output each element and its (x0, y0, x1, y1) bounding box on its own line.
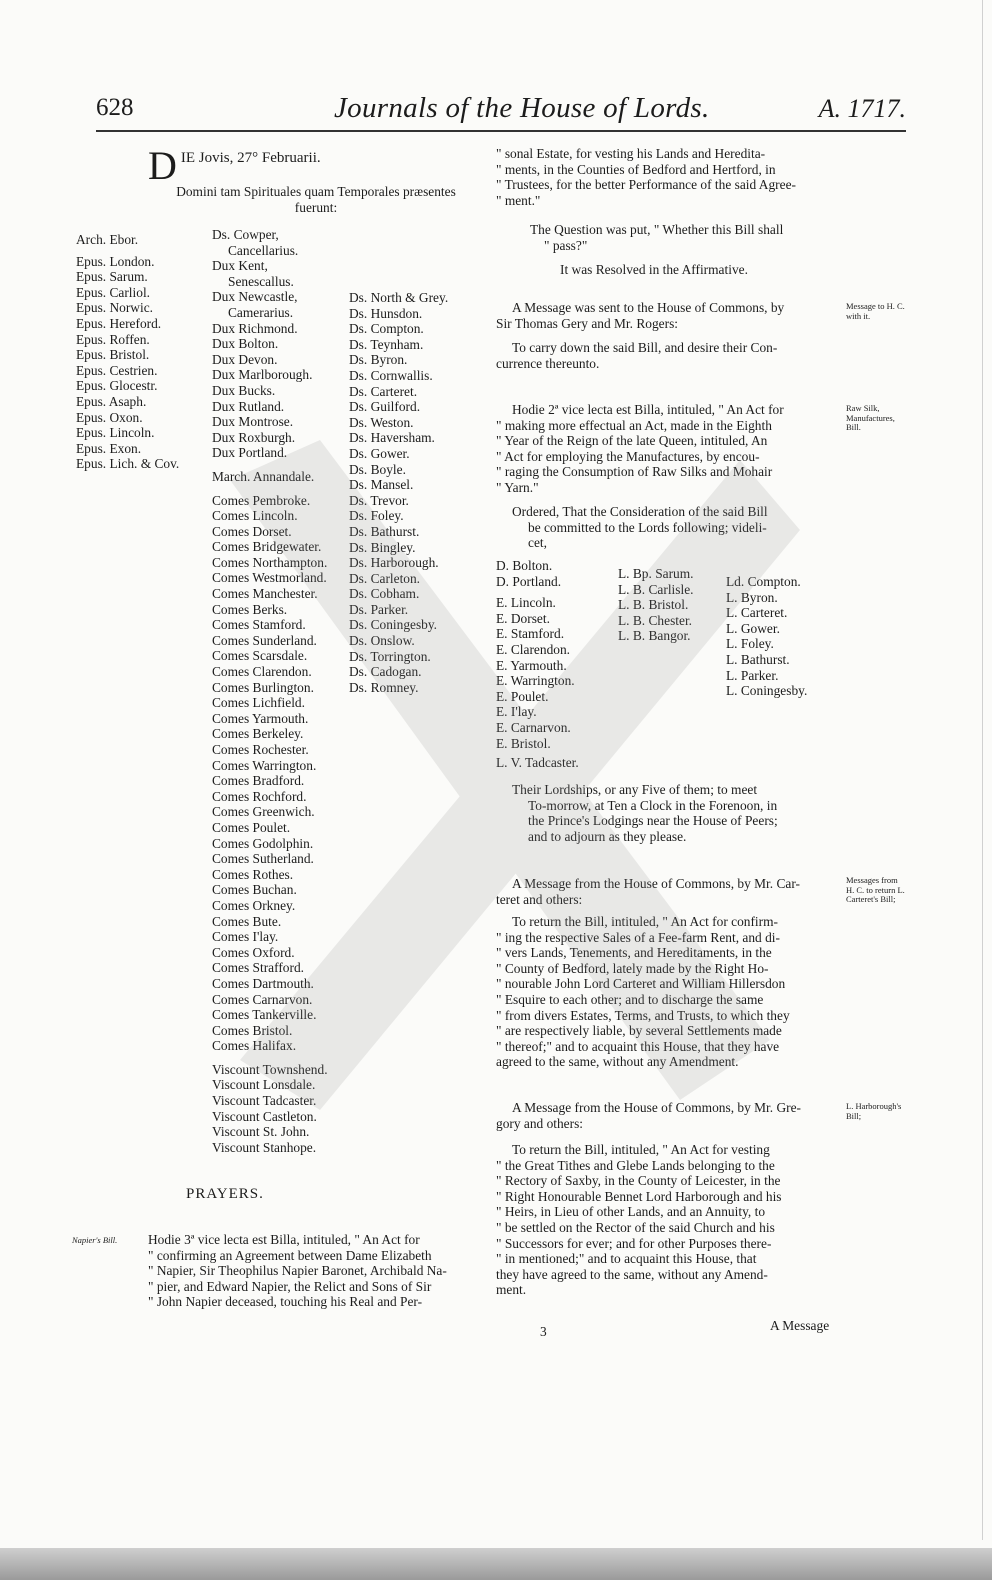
text-line: " pass?" (544, 237, 588, 253)
committee-lord: L. Foley. (726, 636, 774, 652)
attendee: Viscount Stanhope. (212, 1139, 317, 1155)
message3-margin-note: L. Harborough's Bill; (846, 1101, 902, 1121)
attendee: Ds. Compton. (349, 321, 424, 337)
attendee: Comes Berks. (212, 601, 288, 617)
committee-lord: E. Yarmouth. (496, 657, 567, 673)
peers-column (212, 227, 352, 1155)
napier-continuation (496, 146, 836, 208)
attendee: Ds. Cadogan. (349, 664, 422, 680)
text-line: " thereof;" and to acquaint this House, that they have (496, 1038, 780, 1054)
attendee: Comes I'lay. (212, 929, 279, 945)
attendee: Comes Buchan. (212, 882, 297, 898)
attendee: Ds. North & Grey. (349, 290, 449, 305)
text-line: " ing the respective Sales of a Fee-farm Rent, and di- (496, 929, 780, 945)
meeting-text (512, 782, 838, 844)
text-line: A Message was sent to the House of Commons, by (512, 300, 785, 315)
attendee: Ds. Foley. (349, 508, 404, 524)
text-line: " Rectory of Saxby, in the County of Leicester, in the (496, 1173, 781, 1189)
attendee: Dux Bucks. (212, 382, 276, 398)
date-heading (148, 143, 478, 188)
text-line: " Napier, Sir Theophilus Napier Baronet, Archibald Na- (148, 1263, 447, 1279)
committee-column-2 (618, 566, 728, 644)
message1-margin-note: Message to H. C. with it. (846, 301, 905, 321)
attendee: Comes Scarsdale. (212, 648, 308, 664)
attendee: Epus. Lincoln. (76, 425, 155, 441)
text-line: " ment." (496, 192, 541, 208)
attendee: Dux Montrose. (212, 414, 294, 430)
attendee: Senescallus. (228, 273, 294, 289)
journal-year: A. 1717. (818, 94, 906, 123)
committee-lord: L. B. Bristol. (618, 597, 689, 613)
attendee: Comes Rochford. (212, 788, 307, 804)
text-line: and to adjourn as they please. (528, 828, 687, 844)
attendee: Comes Bradford. (212, 773, 305, 789)
text-line: " nourable John Lord Carteret and William Hillersdon (496, 976, 786, 992)
attendee: Comes Burlington. (212, 679, 314, 695)
attendee: Comes Bristol. (212, 1022, 293, 1038)
attendee: Comes Rochester. (212, 742, 309, 757)
attendee: Ds. Coningesby. (349, 617, 438, 633)
present-line-1: Domini tam Spirituales quam Temporales præsentes (176, 184, 456, 199)
attendee: Ds. Bathurst. (349, 523, 420, 539)
committee-column-1 (496, 558, 616, 771)
attendee: Ds. Hunsdon. (349, 305, 423, 321)
attendee: Ds. Trevor. (349, 492, 409, 508)
attendee: Dux Devon. (212, 351, 278, 367)
text-line: be committed to the Lords following; videli- (528, 519, 767, 535)
attendee: Dux Kent, (212, 258, 268, 274)
attendee: Comes Tankerville. (212, 1007, 317, 1023)
text-line: " Act for employing the Manufactures, by encou- (496, 448, 760, 464)
committee-lord: E. Clarendon. (496, 641, 571, 657)
attendee: Comes Halifax. (212, 1038, 297, 1054)
page-number: 628 (96, 94, 134, 121)
text-line: they have agreed to the same, without any Amend- (496, 1266, 768, 1282)
attendee: Epus. Norwic. (76, 300, 153, 316)
message1-text (496, 300, 836, 331)
return-harborough-text (496, 1142, 836, 1298)
text-line: currence thereunto. (496, 355, 600, 371)
present-line-2: fuerunt: (294, 199, 338, 215)
attendee: Viscount Lonsdale. (212, 1077, 316, 1093)
text-line: " sonal Estate, for vesting his Lands and Heredita- (496, 146, 766, 161)
attendee: Ds. Cowper, (212, 227, 279, 242)
attendee: Dux Newcastle, (212, 289, 298, 305)
text-line: " John Napier deceased, touching his Real and Per- (148, 1294, 423, 1310)
attendee: Comes Poulet. (212, 819, 291, 835)
text-line: " Esquire to each other; and to discharge the same (496, 991, 764, 1007)
attendee: Epus. Carliol. (76, 284, 151, 300)
text-line: " Year of the Reign of the late Queen, intituled, An (496, 433, 768, 449)
text-line: gory and others: (496, 1115, 584, 1131)
committee-lord: L. Parker. (726, 667, 779, 683)
attendee: Ds. Weston. (349, 414, 414, 430)
text-line: " Successors for ever; and for other Purposes there- (496, 1235, 772, 1251)
committee-lord: L. Gower. (726, 620, 780, 636)
attendee: Ds. Torrington. (349, 648, 431, 664)
text-line: agreed to the same, without any Amendment. (496, 1054, 739, 1070)
scan-bottom-edge (0, 1548, 992, 1580)
text-line: " be settled on the Rector of the said Church and his (496, 1219, 775, 1235)
running-header (96, 92, 906, 132)
attendee: Ds. Haversham. (349, 430, 435, 446)
text-line: " vers Lands, Tenements, and Hereditaments, in the (496, 945, 772, 961)
attendee: Viscount Townshend. (212, 1061, 328, 1077)
text-line: " are respectively liable, by several Settlements made (496, 1023, 782, 1039)
text-line: teret and others: (496, 891, 583, 907)
attendee: Ds. Carteret. (349, 383, 418, 399)
attendee: Epus. Oxon. (76, 409, 143, 425)
committee-lord: L. B. Carlisle. (618, 581, 694, 597)
attendee: Dux Roxburgh. (212, 429, 296, 445)
text-line: " from divers Estates, Terms, and Trusts, to which they (496, 1007, 790, 1023)
attendee: Ds. Guilford. (349, 399, 421, 415)
text-line: Hodie 3ª vice lecta est Billa, intituled, " An Act for (148, 1232, 420, 1247)
attendee: Dux Rutland. (212, 398, 285, 414)
attendee: Epus. Glocestr. (76, 378, 158, 394)
text-line: To return the Bill, intituled, " An Act for confirm- (512, 914, 778, 929)
committee-lord: L. V. Tadcaster. (496, 755, 579, 771)
attendee: Epus. Asaph. (76, 393, 147, 409)
attendee: Ds. Onslow. (349, 633, 415, 649)
committee-lord: L. Bathurst. (726, 651, 790, 667)
return-carteret-text (496, 914, 836, 1070)
committee-lord: E. Bristol. (496, 735, 551, 751)
committee-lord: L. B. Bangor. (618, 628, 691, 644)
message2-text (496, 876, 836, 907)
attendee: Comes Berkeley. (212, 726, 304, 742)
text-line: To-morrow, at Ten a Clock in the Forenoon, in (528, 797, 778, 813)
committee-lord: E. Lincoln. (496, 595, 556, 611)
attendee: Comes Strafford. (212, 960, 304, 976)
text-line: To carry down the said Bill, and desire their Con- (512, 340, 778, 355)
attendee: Epus. London. (76, 253, 155, 269)
text-line: " pier, and Edward Napier, the Relict and Sons of Sir (148, 1278, 432, 1294)
text-line: " Yarn." (496, 479, 539, 495)
attendee: Comes Dartmouth. (212, 975, 314, 991)
attendee: Epus. Lich. & Cov. (76, 456, 180, 472)
committee-lord: E. I'lay. (496, 704, 537, 720)
attendee: Camerarius. (228, 304, 294, 320)
attendee: Ds. Teynham. (349, 336, 424, 352)
committee-lord: D. Portland. (496, 573, 562, 589)
committee-lord: L. Bp. Sarum. (618, 566, 694, 581)
journal-title: Journals of the House of Lords. (334, 92, 710, 124)
text-line: To return the Bill, intituled, " An Act for vesting (512, 1142, 770, 1157)
committee-lord: E. Poulet. (496, 688, 549, 704)
attendee: Viscount St. John. (212, 1124, 310, 1140)
attendee: Ds. Cornwallis. (349, 367, 433, 383)
text-line: " in mentioned;" and to acquaint this House, that (496, 1251, 757, 1267)
attendee: Comes Greenwich. (212, 804, 315, 820)
attendee: Comes Sutherland. (212, 851, 314, 867)
attendee: Ds. Harborough. (349, 555, 439, 571)
text-line: " making more effectual an Act, made in the Eighth (496, 417, 772, 433)
present-heading (150, 184, 482, 215)
prayers-heading: PRAYERS. (186, 1186, 264, 1202)
attendee: Ds. Gower. (349, 445, 410, 461)
resolved-text: It was Resolved in the Affirmative. (560, 262, 748, 277)
attendee: Epus. Roffen. (76, 331, 150, 347)
committee-lord: D. Bolton. (496, 558, 553, 573)
page-edge-line (982, 0, 983, 1540)
attendee: Comes Lincoln. (212, 508, 298, 524)
committee-lord: L. Byron. (726, 589, 778, 605)
attendee: Comes Yarmouth. (212, 710, 309, 726)
attendee: Dux Bolton. (212, 336, 279, 352)
attendee: Comes Sunderland. (212, 632, 317, 648)
committee-lord: L. B. Chester. (618, 612, 693, 628)
attendee: Ds. Bingley. (349, 539, 416, 555)
attendee: Dux Richmond. (212, 320, 298, 336)
attendee: Comes Westmorland. (212, 570, 327, 586)
attendee: Comes Orkney. (212, 897, 296, 913)
text-line: The Question was put, " Whether this Bill shall (530, 222, 784, 237)
attendee: Ds. Carleton. (349, 570, 421, 586)
catchword: A Message (770, 1318, 830, 1333)
attendee: Comes Manchester. (212, 586, 318, 602)
text-line: " the Great Tithes and Glebe Lands belonging to the (496, 1157, 775, 1173)
attendee: Ds. Romney. (349, 679, 419, 695)
text-line: Ordered, That the Consideration of the said Bill (512, 504, 768, 519)
date-text: IE Jovis, 27° Februarii. (180, 150, 321, 166)
text-line: A Message from the House of Commons, by Mr. Car- (512, 876, 800, 891)
attendee: Comes Warrington. (212, 757, 317, 773)
attendee: Comes Lichfield. (212, 695, 305, 711)
attendee: Comes Bute. (212, 913, 282, 929)
attendee: Epus. Exon. (76, 440, 142, 456)
text-line: ment. (496, 1282, 527, 1298)
text-line: Their Lordships, or any Five of them; to meet (512, 782, 758, 797)
attendee: Dux Marlborough. (212, 367, 313, 383)
attendee: Ds. Cobham. (349, 586, 420, 602)
attendee: Ds. Parker. (349, 601, 409, 617)
attendee: Comes Northampton. (212, 554, 328, 570)
message3-text (496, 1100, 836, 1131)
attendee: Epus. Hereford. (76, 315, 162, 331)
text-line: " ments, in the Counties of Bedford and Hertford, in (496, 161, 776, 177)
attendee: Comes Stamford. (212, 617, 306, 633)
attendee: Epus. Sarum. (76, 269, 148, 285)
text-line: Hodie 2ª vice lecta est Billa, intituled, " An Act for (512, 402, 784, 417)
text-line: " raging the Consumption of Raw Silks and Mohair (496, 464, 773, 480)
attendee: Epus. Cestrien. (76, 362, 158, 378)
text-line: cet, (528, 535, 547, 551)
attendee: Comes Oxford. (212, 944, 295, 960)
attendee: Arch. Ebor. (76, 232, 139, 247)
rawsilk-margin-note: Raw Silk, Manufactures, Bill. (846, 403, 895, 432)
committee-lord: E. Dorset. (496, 610, 550, 626)
attendee: Comes Dorset. (212, 523, 292, 539)
attendee: Ds. Byron. (349, 352, 408, 368)
text-line: " confirming an Agreement between Dame Elizabeth (148, 1247, 432, 1263)
napier-margin-note: Napier's Bill. (72, 1235, 118, 1245)
text-line: the Prince's Lodgings near the House of Peers; (528, 813, 778, 829)
committee-lord: L. Carteret. (726, 605, 788, 621)
barons-column (349, 290, 479, 695)
text-line: A Message from the House of Commons, by Mr. Gre- (512, 1100, 801, 1115)
attendee: Ds. Boyle. (349, 461, 406, 477)
signature-mark: 3 (540, 1324, 547, 1339)
text-line: Sir Thomas Gery and Mr. Rogers: (496, 315, 678, 331)
attendee: Cancellarius. (228, 242, 299, 258)
text-line: " Heirs, in Lieu of other Lands, and an Annuity, to (496, 1204, 766, 1220)
committee-lord: Ld. Compton. (726, 574, 801, 589)
date-dropcap: D (148, 143, 177, 188)
attendee: Viscount Castleton. (212, 1108, 317, 1124)
attendee: Dux Portland. (212, 445, 288, 461)
committee-column-3 (726, 574, 836, 699)
napier-bill-text (148, 1232, 482, 1310)
attendee: Viscount Tadcaster. (212, 1093, 317, 1109)
attendee: Comes Bridgewater. (212, 539, 322, 555)
question-text (530, 222, 840, 253)
ordered-text (512, 504, 838, 551)
text-line: " Right Honourable Bennet Lord Harborough and his (496, 1188, 782, 1204)
text-line: " Trustees, for the better Performance of the said Agree- (496, 177, 796, 193)
text-line: " County of Bedford, lately made by the Right Ho- (496, 960, 769, 976)
committee-lord: L. Coningesby. (726, 683, 808, 699)
attendee: Ds. Mansel. (349, 477, 414, 493)
attendee: March. Annandale. (212, 468, 315, 484)
attendee: Comes Godolphin. (212, 835, 314, 851)
carry-text (496, 340, 836, 371)
rawsilk-bill-text (496, 402, 836, 496)
attendee: Comes Carnarvon. (212, 991, 313, 1007)
bishops-column (76, 232, 206, 472)
attendee: Comes Clarendon. (212, 664, 312, 680)
header-rule (96, 130, 906, 132)
committee-lord: E. Warrington. (496, 673, 575, 689)
attendee: Epus. Bristol. (76, 347, 150, 363)
attendee: Comes Rothes. (212, 866, 294, 882)
attendee: Comes Pembroke. (212, 492, 311, 508)
message2-margin-note: Messages from H. C. to return L. Carteret's Bill; (846, 875, 905, 904)
committee-lord: E. Carnarvon. (496, 719, 571, 735)
committee-lord: E. Stamford. (496, 626, 565, 642)
